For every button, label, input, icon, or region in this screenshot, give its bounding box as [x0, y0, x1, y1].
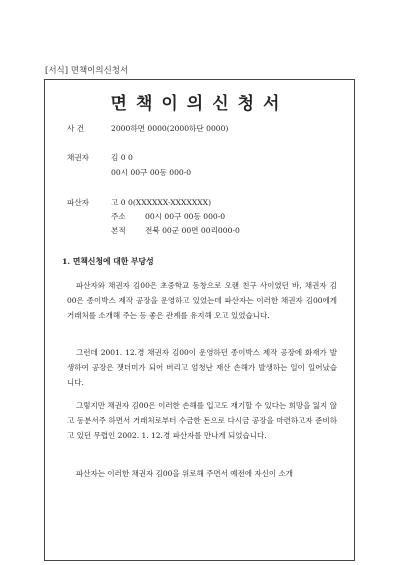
creditor-label: 채권자	[67, 153, 90, 162]
bankrupt-domicile-label: 본적	[111, 226, 126, 235]
bankrupt-label: 파산자	[67, 198, 90, 207]
document-title: 면책이의신청서	[110, 94, 289, 114]
paragraph: 그런데 2001. 12.경 채권자 김00이 운영하던 종이박스 제작 공장에 화재가 발생하여 공장은 잿더미가 되어 버리고 엄청난 재산 손해가 발생하는 일이 일어났습니다.	[67, 348, 337, 387]
creditor-address: 00시 00구 00동 000-0	[111, 168, 192, 177]
document-frame	[44, 79, 355, 561]
paragraph: 그렇지만 채권자 김00은 이러한 손해를 입고도 재기할 수 있다는 희망을 잃지 않고 동분서주 하면서 거래처로부터 수금한 돈으로 다시금 공장을 마련하고자 준비하고 있던 무렵인 2002. 1. 12.경 파산자를 만나게 되었습니다.	[67, 401, 337, 440]
paragraph: 파산자와 채권자 김00은 초중학교 동창으로 오랜 친구 사이였던 바, 채권자 김00은 종이박스 제작 공장을 운영하고 있었는데 파산자는 이러한 채권자 김00에게 거래처를 소개해 주는 등 좋은 관계를 유지해 오고 있었습니다.	[67, 281, 337, 320]
creditor-name: 김 0 0	[111, 153, 133, 162]
bankrupt-name: 고 0 0(XXXXXX-XXXXXXX)	[111, 198, 212, 207]
bankrupt-address: 00시 00구 00동 000-0	[145, 212, 226, 221]
bankrupt-address-label: 주소	[111, 212, 126, 221]
case-number: 2000하면 0000(2000하단 0000)	[111, 124, 229, 133]
case-label: 사 건	[67, 124, 85, 133]
paragraph: 파산자는 이러한 채권자 김00을 위로해 주면서 예전에 자신이 소개	[76, 469, 293, 478]
bankrupt-domicile: 전북 00군 00면 00리000-0	[145, 226, 240, 235]
form-label: [서식] 면책이의신청서	[45, 66, 129, 76]
section-heading: 1. 면책신청에 대한 부당성	[62, 257, 154, 266]
